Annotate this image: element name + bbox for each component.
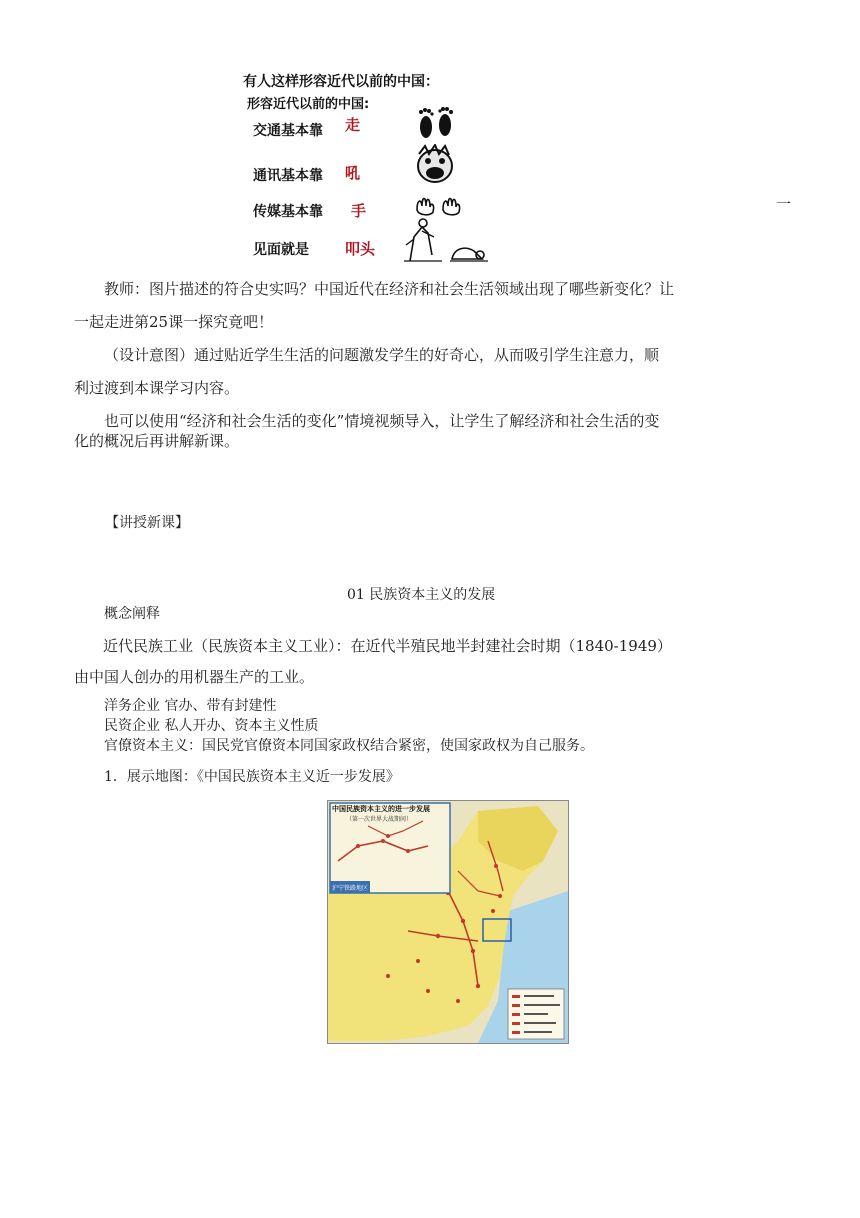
china-capitalism-map	[327, 800, 569, 1044]
alt-video-intro-line2: 化的概况后再讲解新课。	[74, 432, 240, 450]
illustration-verb-shout: 吼	[345, 164, 361, 182]
definition-line2: 由中国人创办的用机器生产的工业。	[74, 668, 315, 686]
margin-mark: 一	[776, 195, 792, 213]
step1-show-map: 1．展示地图：《中国民族资本主义近一步发展》	[104, 769, 400, 785]
footprints-icon	[412, 105, 460, 141]
new-lesson-heading: 【讲授新课】	[105, 515, 189, 531]
section-title: 01 民族资本主义的发展	[347, 587, 496, 603]
illustration-verb-kowtow: 叩头	[345, 240, 376, 258]
teacher-question-line2: 一起走进第25课一探究竟吧！	[74, 313, 274, 331]
bureaucratic-capitalism-note: 官僚资本主义：国民党官僚资本同国家政权结合紧密，使国家政权为自己服务。	[104, 738, 594, 754]
yangwu-enterprise-note: 洋务企业 官办、带有封建性	[104, 698, 277, 714]
illustration-label-media: 传媒基本靠	[253, 204, 323, 220]
illustration-heading: 形容近代以前的中国:	[247, 97, 370, 112]
map-graphic	[328, 801, 568, 1043]
alt-video-intro-line1: 也可以使用“经济和社会生活的变化”情境视频导入，让学生了解经济和社会生活的变	[104, 412, 660, 430]
definition-line1: 近代民族工业（民族资本主义工业）：在近代半殖民地半封建社会时期（1840-1949）	[103, 637, 672, 655]
premodern-china-illustration	[247, 91, 493, 267]
teacher-question-line1: 教师：图片描述的符合史实吗？中国近代在经济和社会生活领域出现了哪些新变化？让	[104, 280, 675, 298]
map-inset-label: 沪宁铁路地区	[332, 885, 369, 892]
illustration-label-transport: 交通基本靠	[253, 123, 323, 139]
image-caption: 有人这样形容近代以前的中国：	[243, 74, 439, 90]
illustration-verb-walk: 走	[345, 116, 361, 134]
illustration-label-meeting: 见面就是	[253, 242, 309, 258]
kowtow-figures-icon	[402, 215, 490, 265]
map-title: 中国民族资本主义的进一步发展	[332, 805, 430, 813]
map-subtitle: （第一次世界大战期间）	[346, 816, 413, 823]
concept-heading: 概念阐释	[104, 606, 160, 622]
shouting-face-icon	[413, 144, 457, 186]
design-intent-line1: （设计意图）通过贴近学生生活的问题激发学生的好奇心，从而吸引学生注意力，顺	[104, 346, 660, 364]
illustration-label-communication: 通讯基本靠	[253, 168, 323, 184]
illustration-verb-hand: 手	[351, 202, 367, 220]
private-enterprise-note: 民资企业 私人开办、资本主义性质	[104, 718, 319, 734]
design-intent-line2: 利过渡到本课学习内容。	[74, 379, 240, 397]
